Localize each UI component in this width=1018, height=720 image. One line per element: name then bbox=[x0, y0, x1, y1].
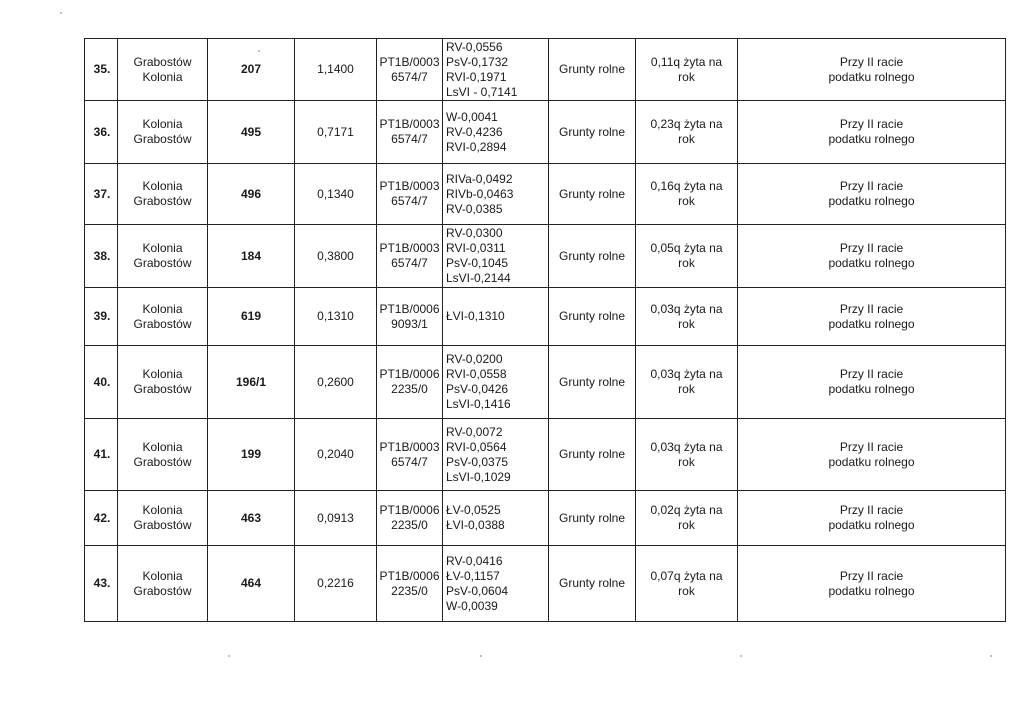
cell-soil-classes-line: RVI-0,1971 bbox=[446, 69, 507, 84]
cell-payment-terms bbox=[738, 288, 1006, 346]
cell-row-number: 37. bbox=[85, 164, 118, 225]
cell-soil-classes-line: RV-0,4236 bbox=[446, 124, 503, 139]
cell-rent bbox=[636, 39, 738, 101]
cell-precinct-line: Kolonia bbox=[142, 69, 183, 84]
cell-rent bbox=[636, 288, 738, 346]
cell-precinct bbox=[118, 164, 208, 225]
cell-land-register bbox=[377, 101, 443, 164]
cell-payment-terms-line: podatku rolnego bbox=[828, 518, 915, 532]
cell-land-register-line: PT1B/0003 bbox=[379, 117, 440, 131]
land-lease-table bbox=[84, 38, 1006, 622]
cell-soil-classes-line: LsVI-0,2144 bbox=[446, 271, 511, 285]
cell-rent-line: rok bbox=[678, 382, 695, 396]
cell-rent-line: rok bbox=[678, 316, 695, 331]
cell-precinct-line: Grabostów bbox=[133, 256, 192, 270]
cell-land-use: Grunty rolne bbox=[549, 546, 636, 622]
cell-land-register bbox=[377, 225, 443, 288]
cell-area: 0,2600 bbox=[295, 346, 377, 419]
cell-soil-classes bbox=[443, 288, 549, 346]
cell-plot-number: 199 bbox=[208, 419, 295, 491]
cell-soil-classes-line: PsV-0,0426 bbox=[446, 382, 509, 396]
cell-payment-terms-line: Przy II racie bbox=[839, 503, 904, 517]
cell-soil-classes bbox=[443, 39, 549, 101]
cell-land-register bbox=[377, 288, 443, 346]
cell-rent bbox=[636, 225, 738, 288]
scan-speck bbox=[480, 655, 482, 657]
cell-soil-classes-line: RV-0,0416 bbox=[446, 553, 503, 568]
cell-payment-terms-line: podatku rolnego bbox=[828, 132, 915, 146]
cell-soil-classes-line: RVI-0,0311 bbox=[446, 241, 506, 255]
cell-rent-line: 0,03q żyta na bbox=[650, 301, 723, 316]
scan-speck bbox=[228, 655, 230, 657]
cell-soil-classes-line: ŁV-0,1157 bbox=[446, 568, 500, 583]
table-row bbox=[85, 288, 1006, 346]
cell-precinct-line: Kolonia bbox=[142, 241, 183, 255]
cell-payment-terms-line: Przy II racie bbox=[839, 439, 904, 454]
cell-payment-terms-line: podatku rolnego bbox=[828, 583, 915, 598]
cell-soil-classes-line: ŁVI-0,1310 bbox=[446, 309, 505, 323]
cell-precinct bbox=[118, 546, 208, 622]
table-row bbox=[85, 419, 1006, 491]
cell-land-register bbox=[377, 419, 443, 491]
cell-plot-number: 463 bbox=[208, 491, 295, 546]
cell-plot-number: 619 bbox=[208, 288, 295, 346]
cell-soil-classes bbox=[443, 546, 549, 622]
table-row bbox=[85, 101, 1006, 164]
cell-soil-classes-line: RV-0,0385 bbox=[446, 201, 503, 216]
cell-payment-terms bbox=[738, 39, 1006, 101]
cell-rent bbox=[636, 419, 738, 491]
cell-rent-line: rok bbox=[678, 132, 695, 146]
cell-land-use: Grunty rolne bbox=[549, 491, 636, 546]
cell-precinct-line: Grabostów bbox=[133, 518, 192, 532]
table-row bbox=[85, 164, 1006, 225]
cell-row-number: 35. bbox=[85, 39, 118, 101]
cell-land-register-line: PT1B/0003 bbox=[379, 439, 440, 454]
cell-payment-terms-line: podatku rolnego bbox=[828, 256, 915, 270]
cell-payment-terms bbox=[738, 225, 1006, 288]
cell-payment-terms-line: Przy II racie bbox=[839, 568, 904, 583]
cell-area: 0,2216 bbox=[295, 546, 377, 622]
cell-precinct-line: Kolonia bbox=[142, 503, 183, 517]
cell-payment-terms bbox=[738, 101, 1006, 164]
cell-payment-terms-line: Przy II racie bbox=[839, 54, 904, 69]
cell-land-register-line: 6574/7 bbox=[391, 256, 428, 270]
cell-rent-line: 0,11q żyta na bbox=[650, 54, 723, 69]
cell-precinct bbox=[118, 491, 208, 546]
cell-soil-classes-line: W-0,0039 bbox=[446, 598, 498, 613]
cell-precinct bbox=[118, 39, 208, 101]
cell-rent-line: rok bbox=[678, 583, 695, 598]
cell-soil-classes-line: RV-0,0072 bbox=[446, 424, 503, 439]
cell-rent-line: 0,16q żyta na bbox=[650, 179, 723, 193]
scan-speck bbox=[258, 50, 260, 52]
cell-rent-line: 0,07q żyta na bbox=[650, 568, 723, 583]
cell-land-register-line: 6574/7 bbox=[391, 69, 428, 84]
cell-row-number: 38. bbox=[85, 225, 118, 288]
cell-land-register-line: PT1B/0003 bbox=[379, 54, 440, 69]
cell-area: 0,3800 bbox=[295, 225, 377, 288]
cell-soil-classes-line: RV-0,0300 bbox=[446, 226, 503, 240]
cell-land-register-line: 9093/1 bbox=[391, 316, 428, 331]
scan-speck bbox=[60, 12, 62, 14]
cell-land-register-line: 2235/0 bbox=[391, 583, 428, 598]
cell-row-number: 39. bbox=[85, 288, 118, 346]
cell-soil-classes bbox=[443, 164, 549, 225]
cell-row-number: 41. bbox=[85, 419, 118, 491]
cell-payment-terms bbox=[738, 346, 1006, 419]
cell-payment-terms bbox=[738, 546, 1006, 622]
cell-precinct bbox=[118, 346, 208, 419]
cell-rent-line: rok bbox=[678, 194, 695, 208]
cell-soil-classes bbox=[443, 346, 549, 419]
cell-soil-classes-line: LsVI-0,1029 bbox=[446, 469, 511, 484]
cell-row-number: 43. bbox=[85, 546, 118, 622]
cell-rent-line: rok bbox=[678, 256, 695, 270]
cell-payment-terms bbox=[738, 419, 1006, 491]
table-row bbox=[85, 491, 1006, 546]
cell-soil-classes-line: RVI-0,0564 bbox=[446, 439, 507, 454]
cell-soil-classes-line: RVI-0,0558 bbox=[446, 367, 507, 381]
table-row bbox=[85, 546, 1006, 622]
cell-land-use: Grunty rolne bbox=[549, 346, 636, 419]
cell-payment-terms-line: Przy II racie bbox=[839, 117, 904, 131]
cell-rent bbox=[636, 491, 738, 546]
cell-payment-terms-line: podatku rolnego bbox=[828, 316, 915, 331]
cell-land-register-line: 6574/7 bbox=[391, 454, 428, 469]
cell-land-use: Grunty rolne bbox=[549, 164, 636, 225]
cell-rent-line: 0,03q żyta na bbox=[650, 367, 723, 381]
cell-land-register-line: PT1B/0006 bbox=[379, 367, 440, 381]
cell-area: 1,1400 bbox=[295, 39, 377, 101]
cell-rent-line: 0,03q żyta na bbox=[650, 439, 723, 454]
cell-soil-classes-line: RIVa-0,0492 bbox=[446, 171, 513, 186]
cell-soil-classes-line: RV-0,0556 bbox=[446, 39, 503, 54]
cell-row-number: 42. bbox=[85, 491, 118, 546]
cell-plot-number: 184 bbox=[208, 225, 295, 288]
cell-precinct-line: Kolonia bbox=[142, 117, 183, 131]
cell-precinct-line: Grabostów bbox=[133, 382, 192, 396]
cell-payment-terms-line: Przy II racie bbox=[839, 367, 904, 381]
cell-payment-terms-line: Przy II racie bbox=[839, 301, 904, 316]
cell-soil-classes-line: PsV-0,0604 bbox=[446, 583, 509, 598]
cell-soil-classes-line: ŁVI-0,0388 bbox=[446, 518, 505, 532]
cell-soil-classes-line: PsV-0,1045 bbox=[446, 256, 509, 270]
cell-soil-classes-line: PsV-0,0375 bbox=[446, 454, 509, 469]
cell-land-register-line: 2235/0 bbox=[391, 518, 428, 532]
cell-land-use: Grunty rolne bbox=[549, 39, 636, 101]
cell-rent-line: 0,05q żyta na bbox=[650, 241, 723, 255]
cell-precinct-line: Kolonia bbox=[142, 179, 183, 193]
cell-payment-terms-line: podatku rolnego bbox=[828, 69, 915, 84]
table-body bbox=[85, 39, 1006, 622]
cell-soil-classes-line: PsV-0,1732 bbox=[446, 54, 509, 69]
cell-land-use: Grunty rolne bbox=[549, 225, 636, 288]
cell-precinct-line: Kolonia bbox=[142, 301, 183, 316]
cell-plot-number: 464 bbox=[208, 546, 295, 622]
cell-precinct-line: Grabostów bbox=[133, 132, 192, 146]
cell-land-register bbox=[377, 346, 443, 419]
cell-soil-classes bbox=[443, 419, 549, 491]
cell-area: 0,2040 bbox=[295, 419, 377, 491]
cell-rent bbox=[636, 164, 738, 225]
cell-area: 0,7171 bbox=[295, 101, 377, 164]
cell-area: 0,1310 bbox=[295, 288, 377, 346]
cell-rent bbox=[636, 346, 738, 419]
cell-payment-terms bbox=[738, 164, 1006, 225]
cell-land-use: Grunty rolne bbox=[549, 101, 636, 164]
cell-land-register-line: 6574/7 bbox=[391, 194, 428, 208]
cell-land-register-line: PT1B/0006 bbox=[379, 301, 440, 316]
cell-soil-classes bbox=[443, 491, 549, 546]
cell-soil-classes bbox=[443, 225, 549, 288]
document-page bbox=[84, 38, 1005, 622]
cell-precinct-line: Grabostów bbox=[133, 454, 192, 469]
cell-payment-terms-line: Przy II racie bbox=[839, 241, 904, 255]
cell-precinct-line: Grabostów bbox=[133, 54, 192, 69]
cell-precinct-line: Grabostów bbox=[133, 194, 192, 208]
cell-precinct bbox=[118, 419, 208, 491]
cell-precinct-line: Kolonia bbox=[142, 367, 183, 381]
cell-soil-classes-line: RIVb-0,0463 bbox=[446, 186, 514, 201]
cell-area: 0,0913 bbox=[295, 491, 377, 546]
cell-land-register-line: 2235/0 bbox=[391, 382, 428, 396]
cell-soil-classes-line: W-0,0041 bbox=[446, 109, 498, 124]
cell-row-number: 36. bbox=[85, 101, 118, 164]
cell-precinct-line: Grabostów bbox=[133, 316, 192, 331]
cell-rent-line: rok bbox=[678, 69, 695, 84]
table-row bbox=[85, 39, 1006, 101]
cell-precinct-line: Grabostów bbox=[133, 583, 192, 598]
cell-rent-line: rok bbox=[678, 454, 695, 469]
cell-rent bbox=[636, 546, 738, 622]
cell-soil-classes-line: ŁV-0,0525 bbox=[446, 503, 501, 517]
cell-rent-line: rok bbox=[678, 518, 695, 532]
table-row bbox=[85, 346, 1006, 419]
cell-precinct-line: Kolonia bbox=[142, 439, 183, 454]
cell-land-register bbox=[377, 491, 443, 546]
cell-land-register-line: PT1B/0003 bbox=[379, 241, 440, 255]
cell-payment-terms-line: podatku rolnego bbox=[828, 382, 915, 396]
cell-payment-terms-line: podatku rolnego bbox=[828, 454, 915, 469]
cell-land-register-line: PT1B/0003 bbox=[379, 179, 440, 193]
cell-land-register bbox=[377, 164, 443, 225]
cell-plot-number: 496 bbox=[208, 164, 295, 225]
table-row bbox=[85, 225, 1006, 288]
cell-rent-line: 0,02q żyta na bbox=[650, 503, 723, 517]
cell-precinct-line: Kolonia bbox=[142, 568, 183, 583]
cell-payment-terms bbox=[738, 491, 1006, 546]
cell-plot-number: 495 bbox=[208, 101, 295, 164]
cell-rent-line: 0,23q żyta na bbox=[650, 117, 723, 131]
scan-speck bbox=[990, 655, 992, 657]
cell-row-number: 40. bbox=[85, 346, 118, 419]
cell-precinct bbox=[118, 101, 208, 164]
cell-land-use: Grunty rolne bbox=[549, 288, 636, 346]
cell-precinct bbox=[118, 225, 208, 288]
cell-soil-classes-line: LsVI - 0,7141 bbox=[446, 84, 518, 99]
cell-soil-classes-line: LsVI-0,1416 bbox=[446, 397, 511, 411]
scan-speck bbox=[740, 655, 742, 657]
cell-plot-number: 196/1 bbox=[208, 346, 295, 419]
cell-payment-terms-line: Przy II racie bbox=[839, 179, 904, 193]
cell-land-register-line: PT1B/0006 bbox=[379, 568, 440, 583]
cell-land-register-line: 6574/7 bbox=[391, 132, 428, 146]
cell-area: 0,1340 bbox=[295, 164, 377, 225]
cell-soil-classes bbox=[443, 101, 549, 164]
cell-soil-classes-line: RV-0,0200 bbox=[446, 352, 503, 366]
cell-plot-number: 207 bbox=[208, 39, 295, 101]
cell-land-register bbox=[377, 39, 443, 101]
cell-precinct bbox=[118, 288, 208, 346]
cell-land-use: Grunty rolne bbox=[549, 419, 636, 491]
cell-land-register bbox=[377, 546, 443, 622]
cell-payment-terms-line: podatku rolnego bbox=[828, 194, 915, 208]
cell-soil-classes-line: RVI-0,2894 bbox=[446, 139, 507, 154]
cell-land-register-line: PT1B/0006 bbox=[379, 503, 440, 517]
cell-rent bbox=[636, 101, 738, 164]
